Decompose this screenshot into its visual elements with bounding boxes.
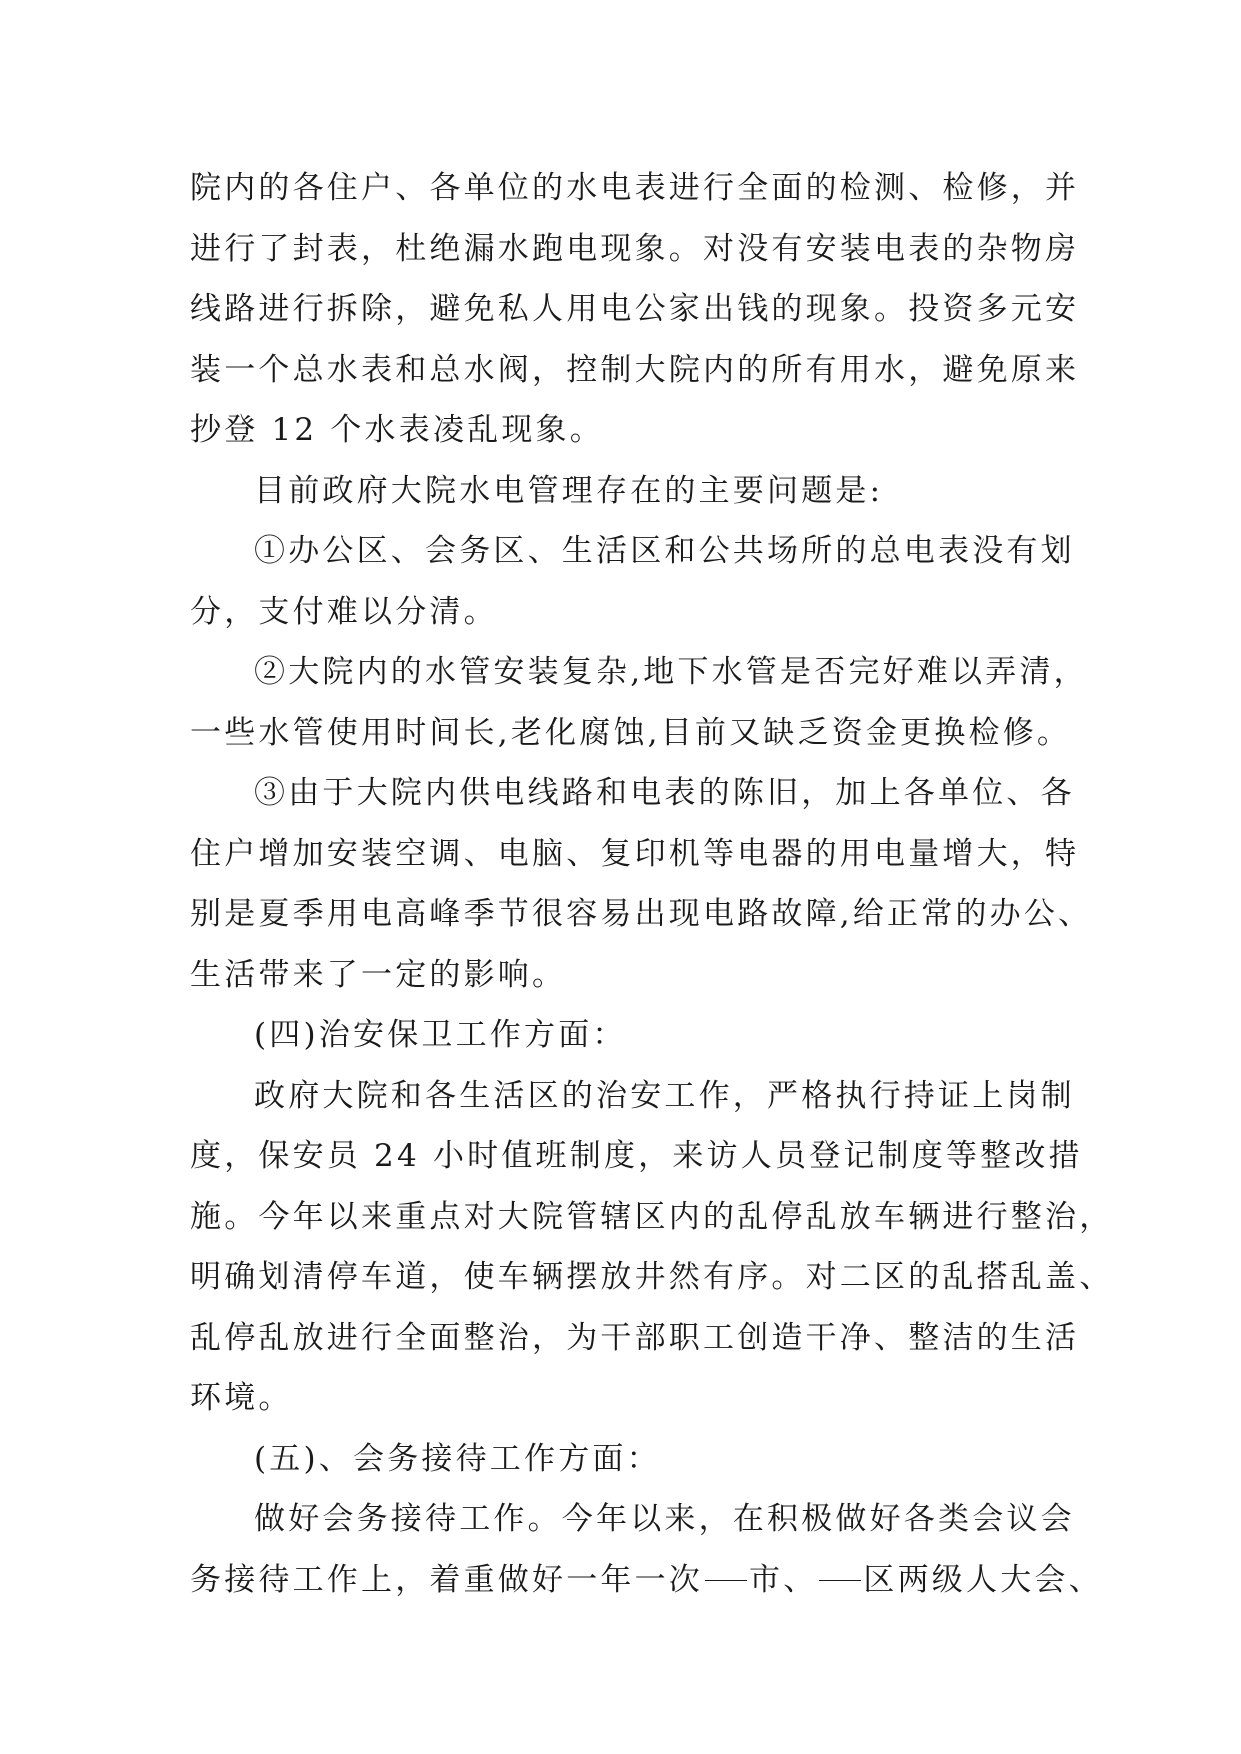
- paragraph-first-line: 做好会务接待工作。今年以来，在积极做好各类会议会: [254, 1501, 1075, 1537]
- section-heading: (五)、会务接待工作方面：: [254, 1440, 661, 1477]
- text-line: 明确划清停车道，使车辆摆放井然有序。对二区的乱搭乱盖、: [190, 1259, 1114, 1295]
- text-line: 别是夏季用电高峰季节很容易出现电路故障,给正常的办公、: [190, 896, 1093, 932]
- section-heading: (四)治安保卫工作方面：: [254, 1017, 627, 1053]
- text-line: 抄登 12 个水表凌乱现象。: [190, 412, 604, 448]
- paragraph-first-line: 目前政府大院水电管理存在的主要问题是:: [254, 472, 884, 509]
- text-line: 分，支付难以分清。: [190, 593, 498, 630]
- text-line: 院内的各住户、各单位的水电表进行全面的检测、检修，并: [190, 170, 1080, 206]
- paragraph-first-line: ②大院内的水管安装复杂,地下水管是否完好难以弄清，: [254, 654, 1088, 690]
- text-line: 一些水管使用时间长,老化腐蚀,目前又缺乏资金更换检修。: [190, 714, 1072, 751]
- paragraph-first-line: ①办公区、会务区、生活区和公共场所的总电表没有划: [254, 533, 1075, 569]
- text-segment: 区两级人大会、: [863, 1561, 1103, 1598]
- text-line: 度，保安员 24 小时值班制度，来访人员登记制度等整改措: [190, 1138, 1083, 1174]
- text-line: 线路进行拆除，避免私人用电公家出钱的现象。投资多元安: [190, 291, 1080, 327]
- text-line: 乱停乱放进行全面整治，为干部职工创造干净、整洁的生活: [190, 1319, 1080, 1356]
- text-line: 施。今年以来重点对大院管辖区内的乱停乱放车辆进行整治，: [190, 1198, 1114, 1235]
- text-line: 装一个总水表和总水阀，控制大院内的所有用水，避免原来: [190, 351, 1080, 388]
- paragraph-first-line: ③由于大院内供电线路和电表的陈旧，加上各单位、各: [254, 775, 1075, 811]
- text-line: 环境。: [190, 1380, 293, 1416]
- text-segment: 市、: [749, 1561, 818, 1598]
- paragraph-first-line: 政府大院和各生活区的治安工作，严格执行持证上岗制: [254, 1077, 1075, 1114]
- text-segment: 务接待工作上，着重做好一年一次: [190, 1561, 703, 1598]
- text-line: 住户增加安装空调、电脑、复印机等电器的用电量增大，特: [190, 835, 1080, 872]
- fill-in-blank: [819, 1579, 861, 1581]
- text-line-with-blanks: [190, 1550, 1103, 1611]
- fill-in-blank: [705, 1579, 747, 1581]
- document-body: [190, 158, 1114, 1610]
- text-line: 进行了封表，杜绝漏水跑电现象。对没有安装电表的杂物房: [190, 230, 1080, 267]
- text-line: 生活带来了一定的影响。: [190, 956, 567, 993]
